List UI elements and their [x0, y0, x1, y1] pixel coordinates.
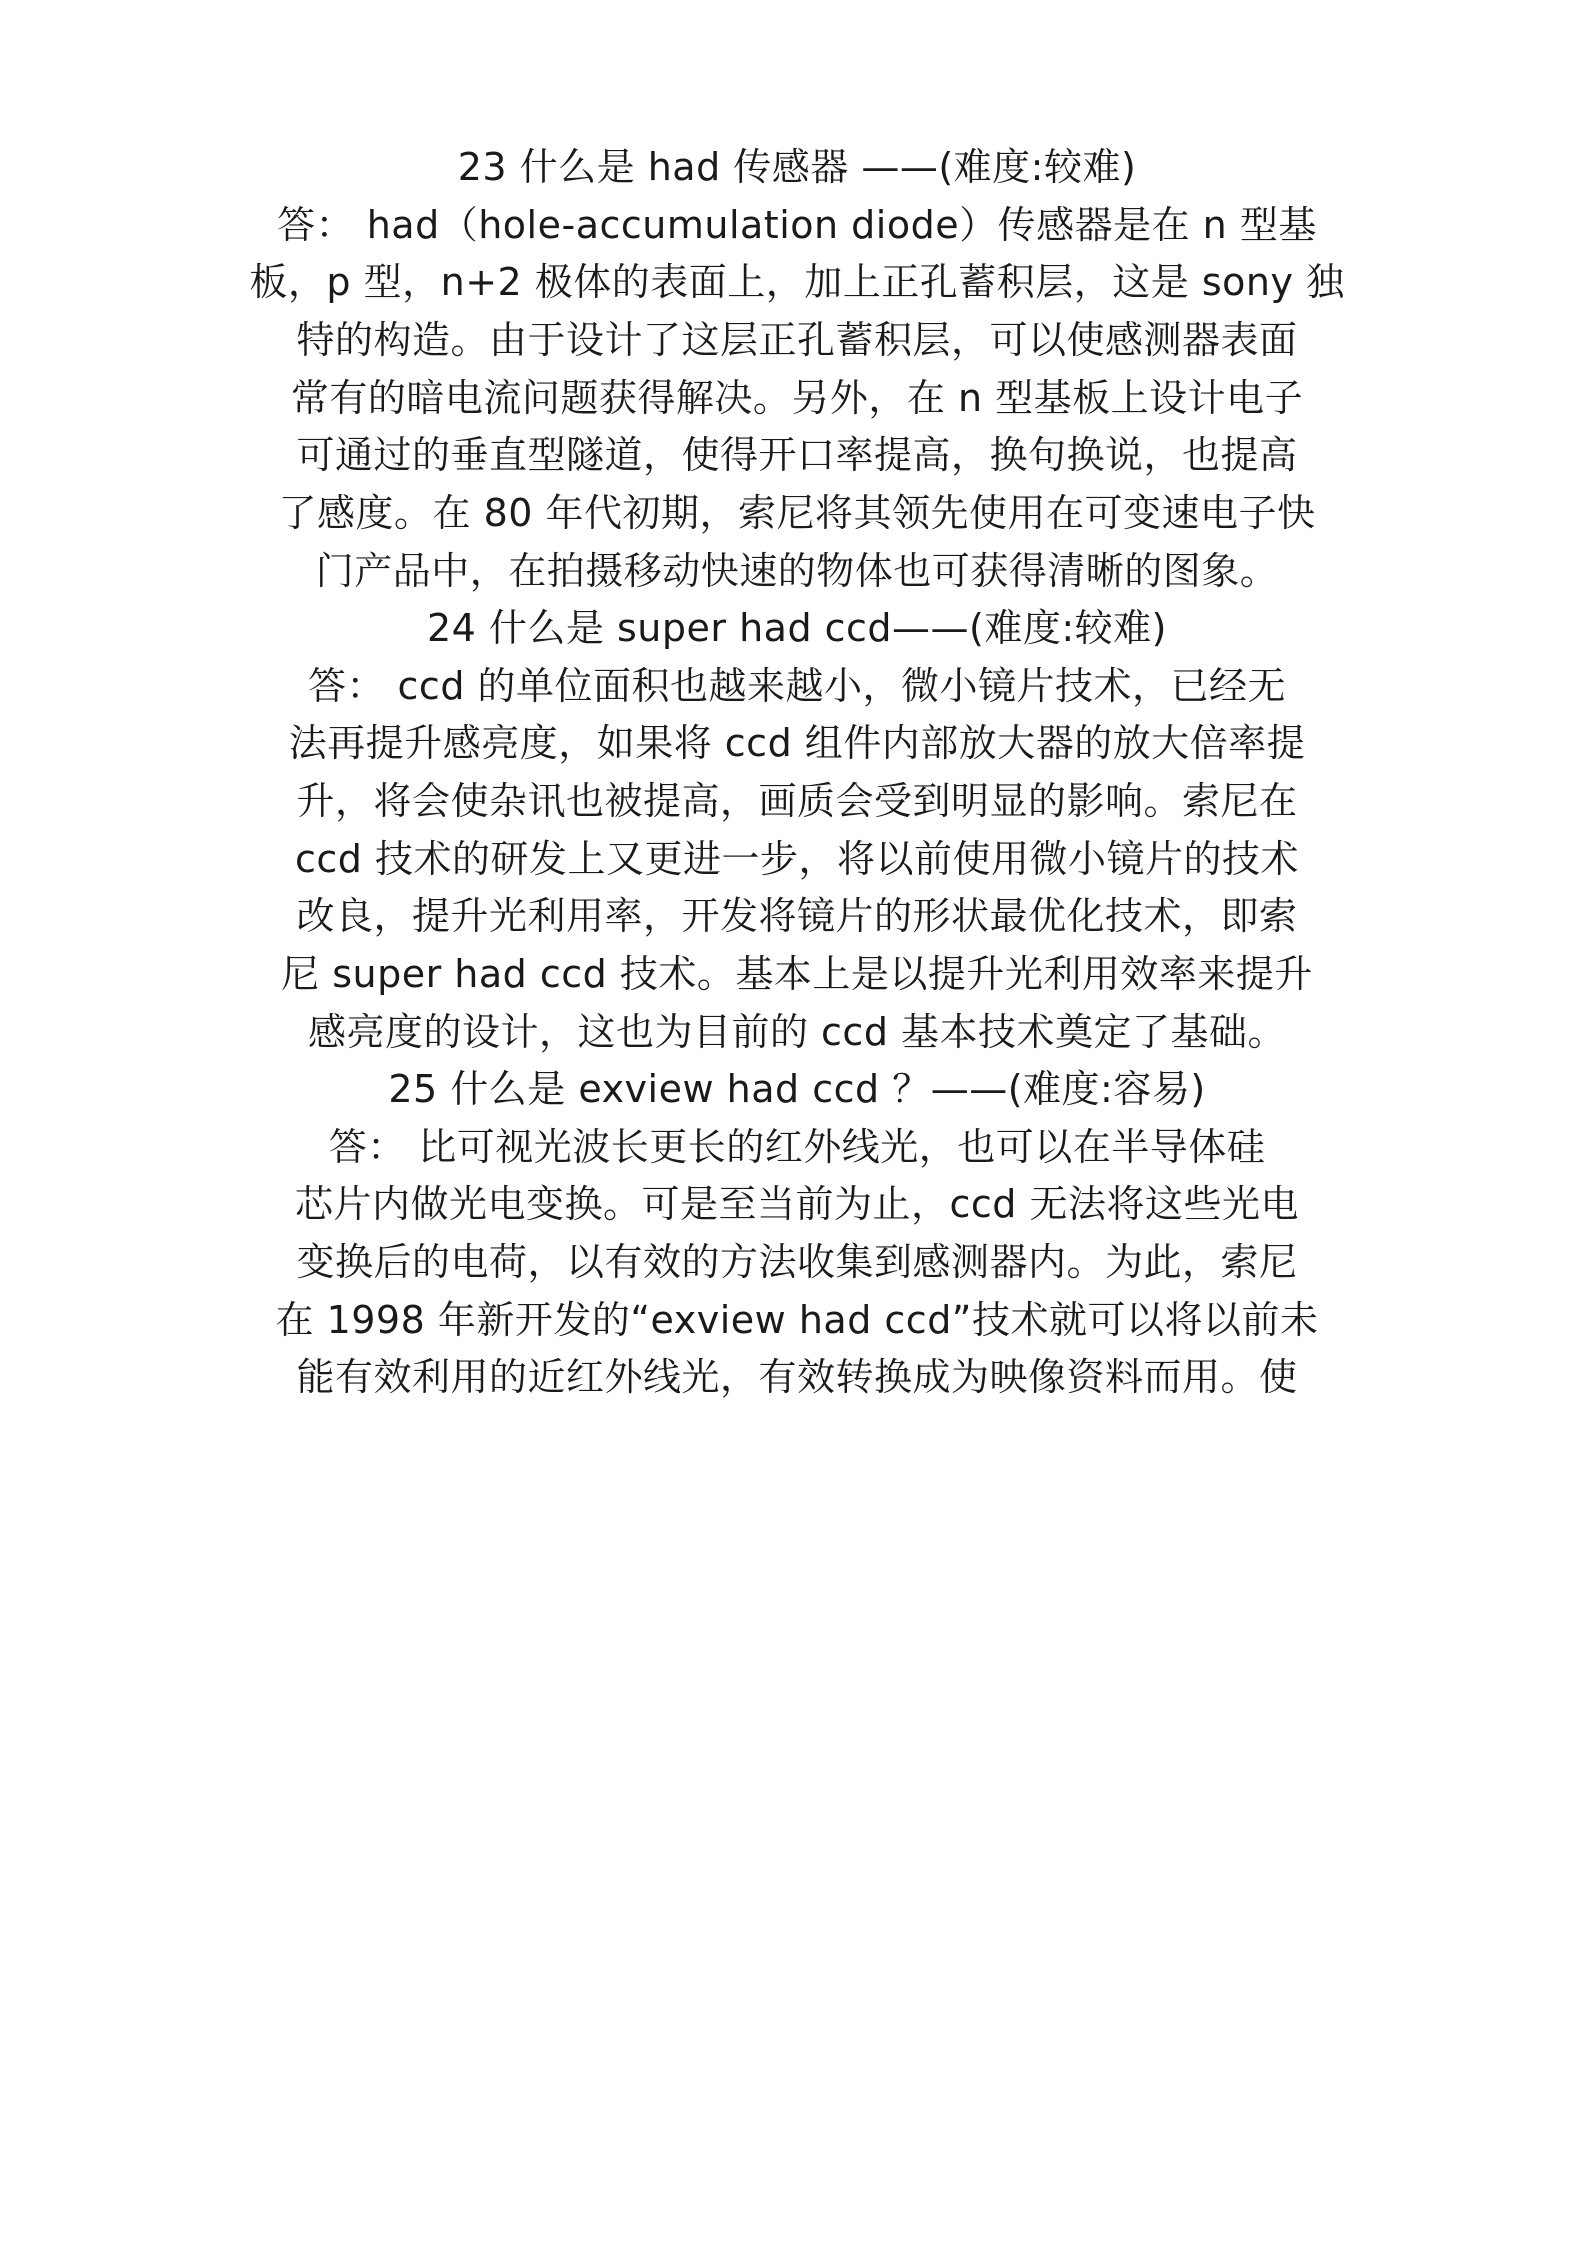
section-24-line-3: 升，将会使杂讯也被提高，画质会受到明显的影响。索尼在	[296, 779, 1298, 823]
section-25-line-1: 答： 比可视光波长更长的红外线光，也可以在半导体硅	[328, 1125, 1266, 1169]
section-23-line-6: 了感度。在 80 年代初期，索尼将其领先使用在可变速电子快	[278, 491, 1316, 535]
section-24-line-4: ccd 技术的研发上又更进一步，将以前使用微小镜片的技术	[295, 837, 1299, 881]
section-25-line-2: 芯片内做光电变换。可是至当前为止，ccd 无法将这些光电	[295, 1182, 1299, 1226]
section-24-line-5: 改良，提升光利用率，开发将镜片的形状最优化技术，即索	[296, 894, 1298, 938]
section-24-line-6: 尼 super had ccd 技术。基本上是以提升光利用效率来提升	[281, 952, 1313, 996]
section-23-line-5: 可通过的垂直型隧道，使得开口率提高，换句换说，也提高	[296, 433, 1298, 477]
section-24-line-7: 感亮度的设计，这也为目前的 ccd 基本技术奠定了基础。	[307, 1010, 1287, 1054]
section-23-line-1: 答： had（hole-accumulation diode）传感器是在 n 型基	[277, 203, 1317, 247]
section-23-heading: 23 什么是 had 传感器 ——(难度:较难)	[457, 145, 1137, 189]
section-24-line-1: 答： ccd 的单位面积也越来越小，微小镜片技术，已经无	[307, 664, 1287, 708]
section-23-line-3: 特的构造。由于设计了这层正孔蓄积层，可以使感测器表面	[296, 318, 1298, 362]
section-24-line-2: 法再提升感亮度，如果将 ccd 组件内部放大器的放大倍率提	[288, 721, 1306, 765]
section-23-line-2: 板，p 型，n+2 极体的表面上，加上正孔蓄积层，这是 sony 独	[249, 260, 1345, 304]
section-25-heading: 25 什么是 exview had ccd ？——(难度:容易)	[388, 1067, 1206, 1111]
section-24-heading: 24 什么是 super had ccd——(难度:较难)	[426, 606, 1168, 650]
section-25-line-5: 能有效利用的近红外线光，有效转换成为映像资料而用。使	[296, 1355, 1298, 1399]
section-25-line-4: 在 1998 年新开发的“exview had ccd”技术就可以将以前未	[275, 1298, 1319, 1342]
section-25-line-3: 变换后的电荷，以有效的方法收集到感测器内。为此，索尼	[296, 1240, 1298, 1284]
section-23-line-4: 常有的暗电流问题获得解决。另外，在 n 型基板上设计电子	[290, 376, 1304, 420]
section-23-line-7: 门产品中，在拍摄移动快速的物体也可获得清晰的图象。	[315, 549, 1279, 593]
